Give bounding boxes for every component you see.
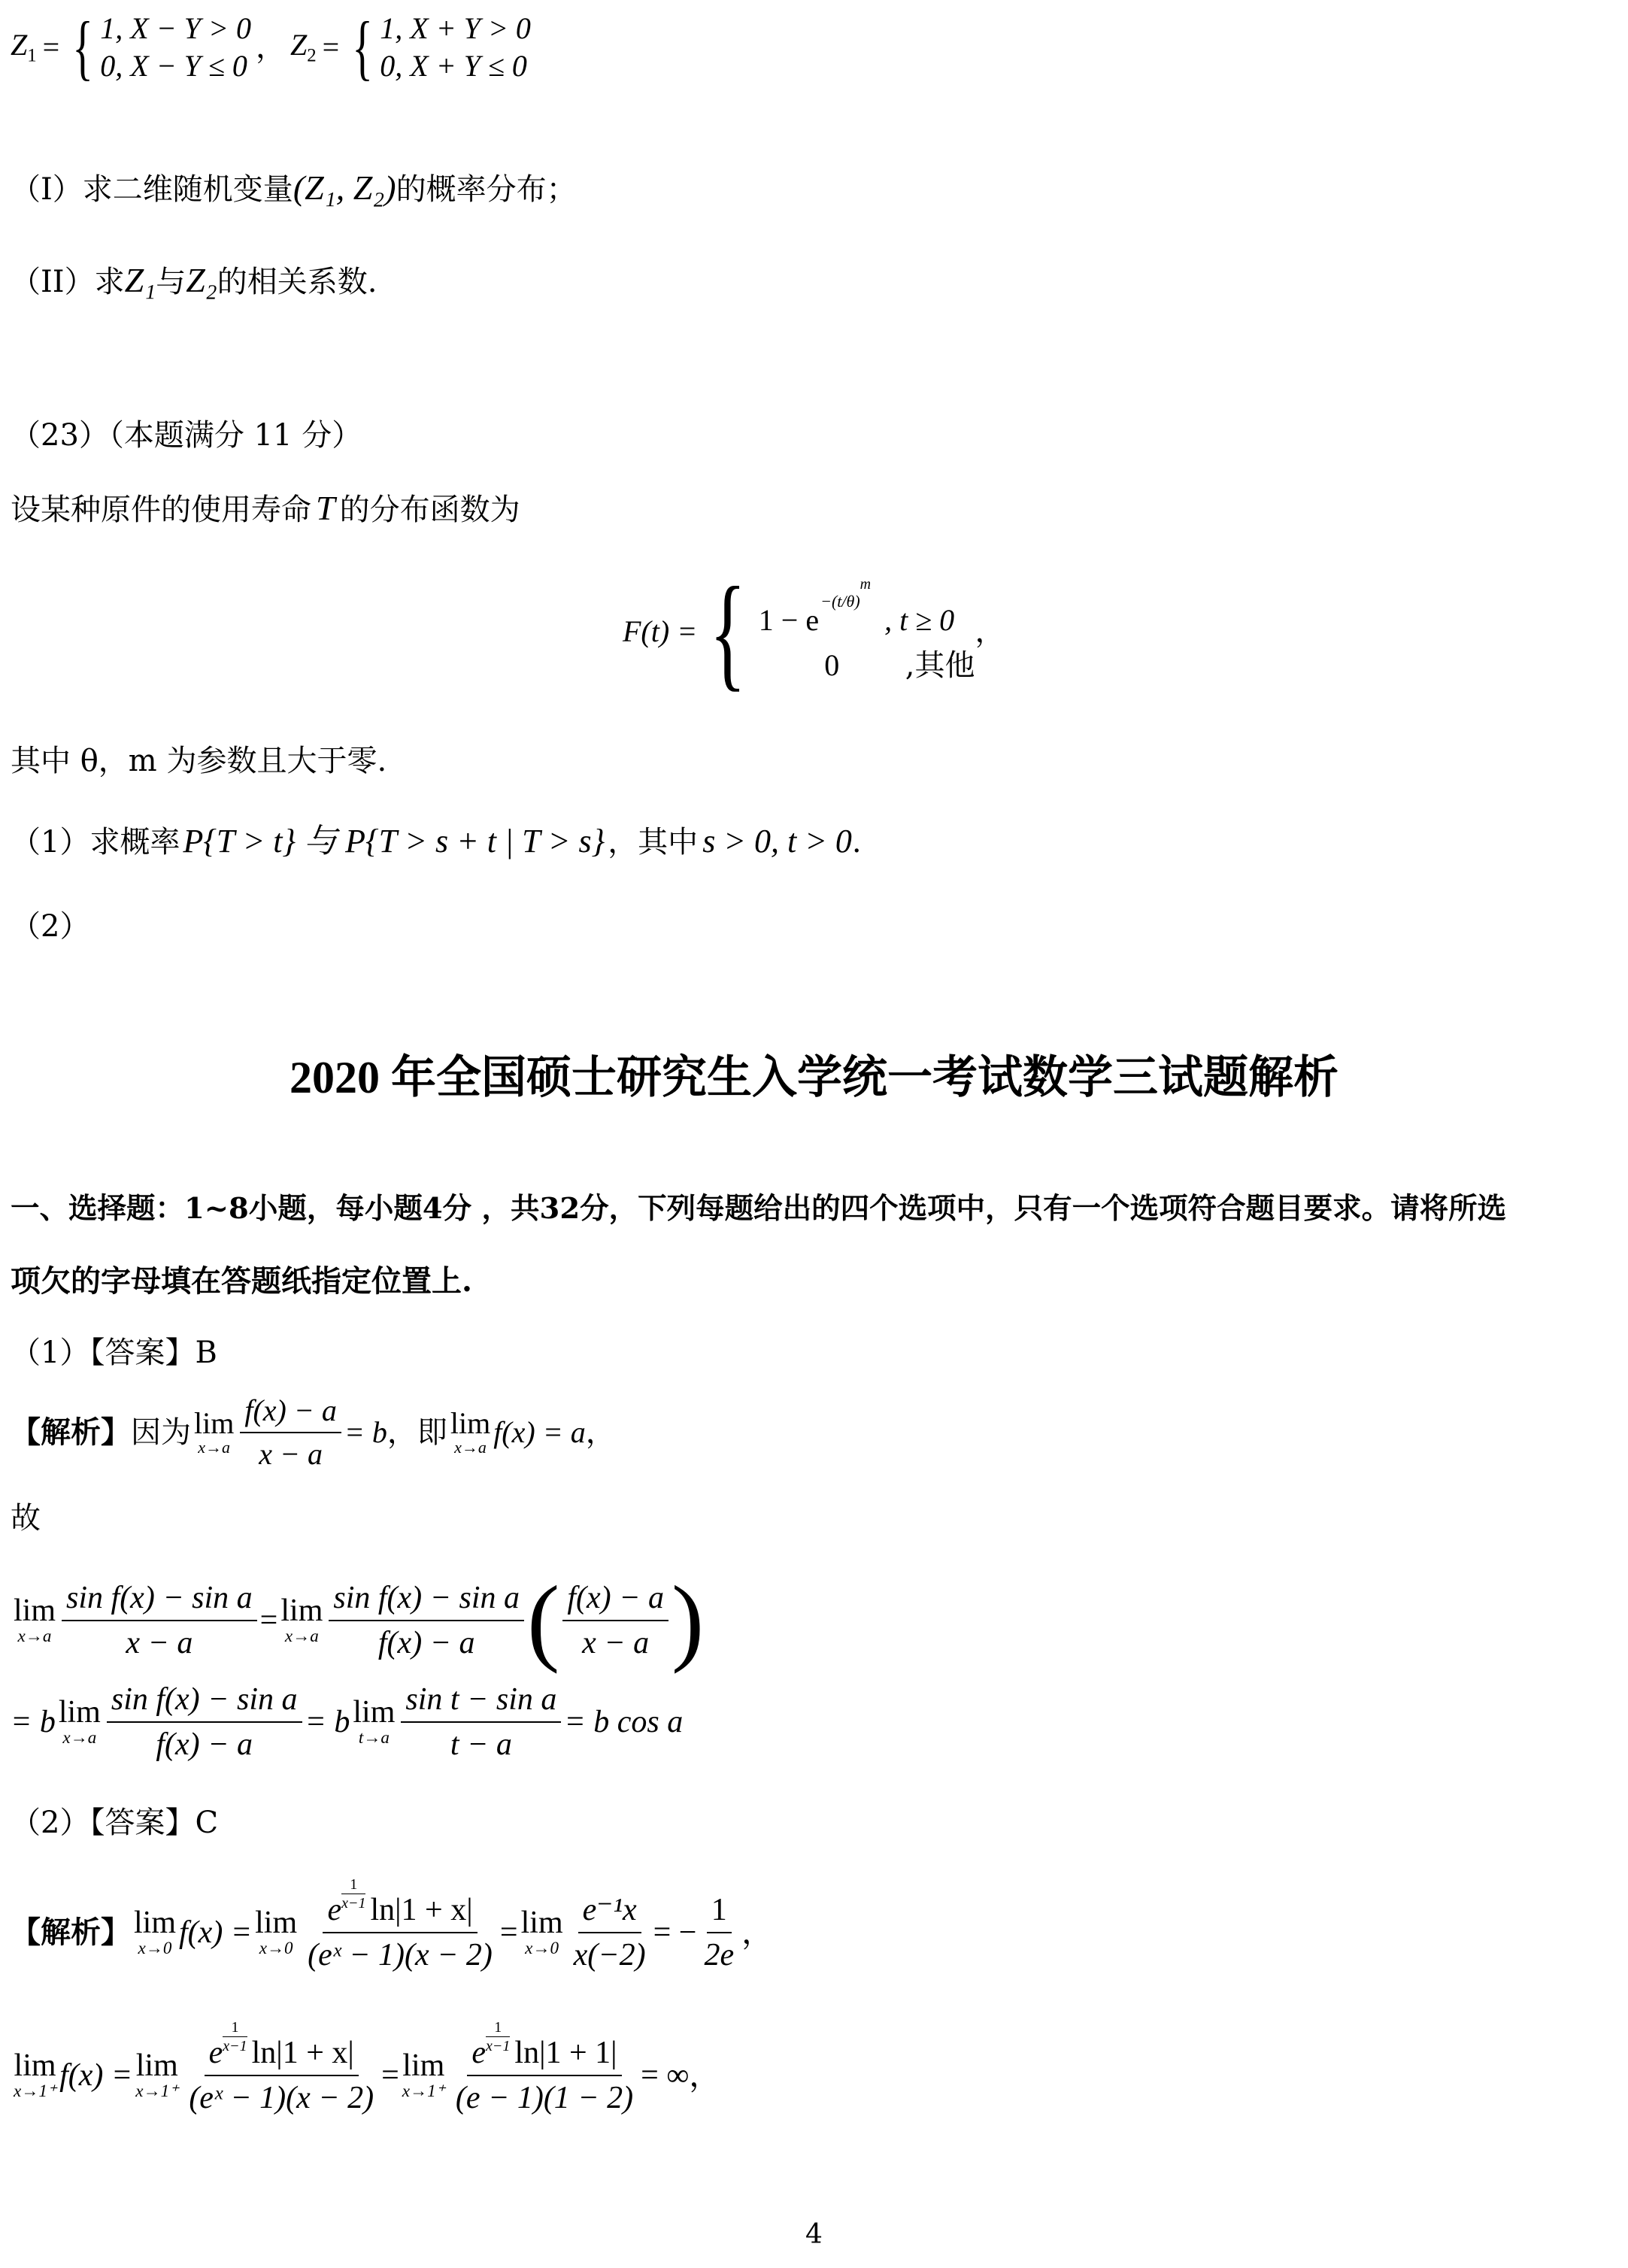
section-title: 2020 年全国硕士研究生入学统一考试数学三试题解析 xyxy=(290,1053,1338,1102)
answer-1-analysis: 【解析】 因为 lim x→a $\frac{f(x) - a}{x - a}$ = b ，即 lim x→a f(x) = a ， xyxy=(11,1393,616,1471)
answer-2: （2）【答案】C xyxy=(11,1806,219,1840)
section1-line-1: 一、选择题：1~8小题，每小题4分 ，共32分，下列每题给出的四个选项中，只有一个选项符合题目要求。请将所选 xyxy=(11,1192,1507,1226)
F-case-2: 0 ,其他 xyxy=(824,648,975,683)
z1-case-1: 1, X − Y > 0 xyxy=(100,11,251,45)
answer-2-analysis-line-1: 【解析】 lim x→0 f(x) = lim x→0 e 1 x−1 ln|1 + x| (eˣ − 1)(x − 2) = lim x→0 $\frac{\text{e⁻¹x}}{x(-2)}$ = − $\frac{1}{2e}$ ， xyxy=(11,1876,774,1972)
q23-part-2: （2） xyxy=(11,909,90,944)
z2-case-1: 1, X + Y > 0 xyxy=(380,11,531,45)
z2-case-2: 0, X + Y ≤ 0 xyxy=(380,49,527,83)
answer-1-so: 故 xyxy=(11,1501,41,1536)
F-cases: { 1 − e −(t/θ) m , t ≥ 0 0 ,其他 xyxy=(709,561,975,702)
q22-part-1: （I）求二维随机变量(Z₁, Z₂)的概率分布； xyxy=(11,168,577,207)
q23-part-1: （1）求概率P{T > t} 与 P{T > s + t | T > s} ，其中 s > 0, t > 0. xyxy=(11,823,862,860)
answer-1-derivation-line-1: lim x→a $\frac{\text{sin f(x) − sin a}}{x - a}$ = lim x→a $\frac{\text{sin f(x) − sin a}}{f(x) - a}$ ( $\frac{f(x) - a}{x - a}$ ) xyxy=(14,1566,705,1675)
z2-cases: { 1, X + Y > 0 0, X + Y ≤ 0 xyxy=(352,7,531,88)
answer-2-analysis-line-2: lim x→1⁺ f(x) = lim x→1⁺ e 1 x−1 ln|1 + x| (eˣ − 1)(x − 2) = lim x→1⁺ e 1 x−1 ln|1 + 1| (e − 1)(1 − 2) = ∞ ， xyxy=(14,2019,721,2115)
page-number: 4 xyxy=(805,2219,823,2250)
section1-line-2: 项欠的字母填在答题纸指定位置上. xyxy=(11,1263,472,1299)
z-definitions: $Z_1$ = { 1, X − Y > 0 0, X − Y ≤ 0 ， $Z_2$ = { 1, X + Y > 0 0, X + Y ≤ 0 xyxy=(11,14,531,81)
z2-symbol: $Z_2$ xyxy=(290,28,317,66)
z1-symbol: $Z_1$ xyxy=(11,28,37,66)
z1-case-2: 0, X − Y ≤ 0 xyxy=(100,49,247,83)
q23-header: （23）（本题满分 11 分） xyxy=(11,418,362,453)
z1-cases: { 1, X − Y > 0 0, X − Y ≤ 0 xyxy=(72,7,251,88)
q22-part-2: （II）求Z₁与Z₂的相关系数. xyxy=(11,261,377,299)
q23-intro: 设某种原件的使用寿命 T 的分布函数为 xyxy=(11,489,520,527)
F-case-1: 1 − e −(t/θ) m , t ≥ 0 xyxy=(758,576,955,637)
F-label: F(t) = xyxy=(623,614,698,648)
distribution-function: F(t) = { 1 − e −(t/θ) m , t ≥ 0 0 ,其他 ， xyxy=(623,560,1005,703)
answer-1: （1）【答案】B xyxy=(11,1336,217,1370)
answer-1-derivation-line-2: = b lim x→a $\frac{\text{sin f(x) − sin a}}{f(x) - a}$ = b lim t→a $\frac{\text{sin t − sin a}}{t - a}$ = b cos a xyxy=(11,1681,684,1762)
q23-params: 其中 θ，m 为参数且大于零. xyxy=(11,744,387,778)
